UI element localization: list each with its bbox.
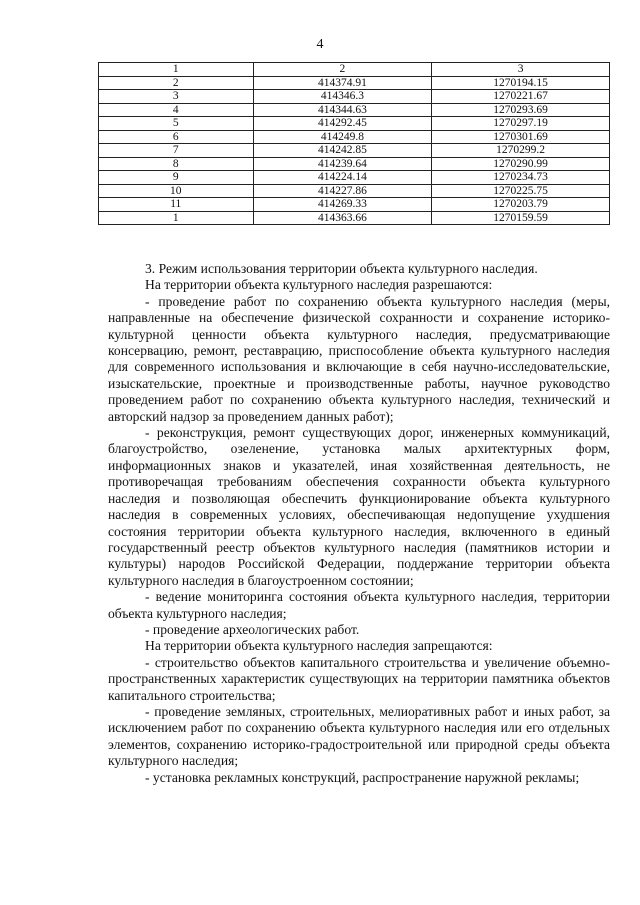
table-row: [99, 211, 610, 225]
x-coordinate-cell: 414374.91: [253, 76, 432, 90]
x-coordinate-cell: 414239.64: [253, 157, 432, 171]
x-coordinate-cell: 414344.63: [253, 103, 432, 117]
x-coordinate-cell: 414224.14: [253, 171, 432, 185]
x-coordinate-cell: 414363.66: [253, 211, 432, 225]
table-row: [99, 117, 610, 131]
permitted-intro: На территории объекта культурного наследия разрешаются:: [145, 277, 493, 293]
y-coordinate-cell: 1270290.99: [432, 157, 610, 171]
permitted-item: - ведение мониторинга состояния объекта культурного наследия, территории объекта культурного наследия;: [108, 589, 610, 621]
prohibited-intro: На территории объекта культурного наследия запрещаются:: [145, 638, 493, 654]
table-header-row: [99, 63, 610, 77]
point-number-cell: 10: [99, 184, 254, 198]
point-number-cell: 4: [99, 103, 254, 117]
point-number-cell: 2: [99, 76, 254, 90]
table-row: [99, 90, 610, 104]
prohibited-item: - проведение земляных, строительных, мелиоративных работ и иных работ, за исключением работ по сохранению объекта культурного наследия или его отдельных элементов, сохранению историко-градостроительной или природной среды объекта культурного наследия;: [108, 703, 610, 769]
x-coordinate-cell: 414242.85: [253, 144, 432, 158]
permitted-item: - реконструкция, ремонт существующих дорог, инженерных коммуникаций, благоустройство, озеленение, установка малых архитектурных форм, информационных знаков и указателей, иная хозяйственная деятельность, не противоречащая требованиям обеспечения сохранности объекта культурного наследия и позволяющая обеспечить функционирование объекта культурного наследия в современных условиях, обеспечивающая недопущение ухудшения состояния территории объекта культурного наследия, включенного в единый государственный реестр объектов культурного наследия (памятников истории и культуры) народов Российской Федерации, поддержание территории объекта культурного наследия в благоустроенном состоянии;: [108, 425, 610, 588]
y-coordinate-cell: 1270194.15: [432, 76, 610, 90]
x-coordinate-cell: 414346.3: [253, 90, 432, 104]
y-coordinate-cell: 1270159.59: [432, 211, 610, 225]
point-number-cell: 11: [99, 198, 254, 212]
table-row: [99, 76, 610, 90]
coordinates-table: [98, 62, 610, 225]
point-number-cell: 6: [99, 130, 254, 144]
y-coordinate-cell: 1270293.69: [432, 103, 610, 117]
table-row: [99, 103, 610, 117]
section-heading: 3. Режим использования территории объекта культурного наследия.: [145, 261, 538, 276]
y-coordinate-cell: 1270221.67: [432, 90, 610, 104]
point-number-cell: 5: [99, 117, 254, 131]
table-row: [99, 157, 610, 171]
x-coordinate-cell: 414249.8: [253, 130, 432, 144]
permitted-item: - проведение археологических работ.: [145, 621, 360, 637]
prohibited-item: - установка рекламных конструкций, распространение наружной рекламы;: [145, 769, 580, 785]
y-coordinate-cell: 1270203.79: [432, 198, 610, 212]
y-coordinate-cell: 1270299.2: [432, 144, 610, 158]
point-number-cell: 3: [99, 90, 254, 104]
table-row: [99, 184, 610, 198]
point-number-cell: 7: [99, 144, 254, 158]
regime-section: [108, 261, 610, 786]
point-number-cell: 1: [99, 211, 254, 225]
column-header: 2: [253, 63, 432, 77]
y-coordinate-cell: 1270234.73: [432, 171, 610, 185]
column-header: 3: [432, 63, 610, 77]
x-coordinate-cell: 414292.45: [253, 117, 432, 131]
y-coordinate-cell: 1270225.75: [432, 184, 610, 198]
x-coordinate-cell: 414269.33: [253, 198, 432, 212]
table-row: [99, 144, 610, 158]
column-header: 1: [99, 63, 254, 77]
point-number-cell: 8: [99, 157, 254, 171]
permitted-item: - проведение работ по сохранению объекта культурного наследия (меры, направленные на обеспечение физической сохранности и сохранение историко-культурной ценности объекта культурного наследия, предусматривающие консервацию, ремонт, реставрацию, приспособление объекта культурного наследия для современного использования и включающие в себя научно-исследовательские, изыскательские, проектные и производственные работы, научное руководство проведением работ по сохранению объекта культурного наследия, технический и авторский надзор за проведением данных работ);: [108, 293, 610, 424]
point-number-cell: 9: [99, 171, 254, 185]
table-row: [99, 130, 610, 144]
page-number: 4: [316, 37, 324, 52]
table-row: [99, 198, 610, 212]
y-coordinate-cell: 1270301.69: [432, 130, 610, 144]
prohibited-item: - строительство объектов капитального строительства и увеличение объемно-пространственных характеристик существующих на территории памятника объектов капитального строительства;: [108, 654, 610, 703]
x-coordinate-cell: 414227.86: [253, 184, 432, 198]
table-row: [99, 171, 610, 185]
y-coordinate-cell: 1270297.19: [432, 117, 610, 131]
